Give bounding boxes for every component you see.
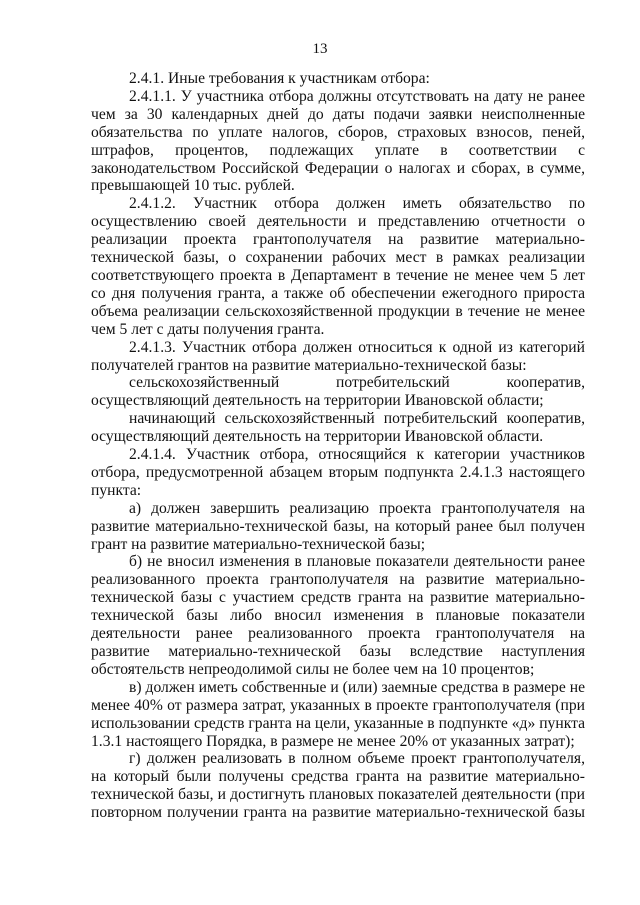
page-number: 13 xyxy=(312,41,328,57)
list-item-g: г) должен реализовать в полном объеме проект грантополучателя, на который были получены средства гранта на развитие материально-технической базы, и достигнуть плановых показателей деятельности (при повторном получении гранта на развитие материально-технической базы xyxy=(91,750,585,822)
paragraph-2-4-1-4: 2.4.1.4. Участник отбора, относящийся к категории участников отбора, предусмотренной абзацем вторым подпункта 2.4.1.3 настоящего пункта: xyxy=(91,446,585,499)
document-body xyxy=(91,70,585,822)
list-item-v: в) должен иметь собственные и (или) заемные средства в размере не менее 40% от размера затрат, указанных в проекте грантополучателя (при использовании средств гранта на цели, указанные в подпункте «д» пункта 1.3.1 настоящего Порядка, в размере не менее 20% от указанных затрат); xyxy=(91,678,585,750)
category-cooperative: сельскохозяйственный потребительский кооператив, осуществляющий деятельность на территории Ивановской области; xyxy=(91,374,585,410)
category-new-cooperative: начинающий сельскохозяйственный потребительский кооператив, осуществляющий деятельность на территории Ивановской области. xyxy=(91,410,585,446)
list-item-a: а) должен завершить реализацию проекта грантополучателя на развитие материально-технической базы, на который ранее был получен грант на развитие материально-технической базы; xyxy=(91,499,585,553)
paragraph-2-4-1-1: 2.4.1.1. У участника отбора должны отсутствовать на дату не ранее чем за 30 календарных дней до даты подачи заявки неисполненные обязательства по уплате налогов, сборов, страховых взносов, пеней, штрафов, процентов, подлежащих уплате в соответствии с законодательством Российской Федерации о налогах и сборах, в сумме, превышающей 10 тыс. рублей. xyxy=(91,87,585,195)
paragraph-2-4-1-2: 2.4.1.2. Участник отбора должен иметь обязательство по осуществлению своей деятельности и представлению отчетности о реализации проекта грантополучателя на развитие материально-технической базы, о сохранении рабочих мест в рамках реализации соответствующего проекта в Департамент в течение не менее чем 5 лет со дня получения гранта, а также об обеспечении ежегодного прироста объема реализации сельскохозяйственной продукции в течение не менее чем 5 лет с даты получения гранта. xyxy=(91,195,585,338)
paragraph-2-4-1-3: 2.4.1.3. Участник отбора должен относиться к одной из категорий получателей грантов на развитие материально-технической базы: xyxy=(91,338,585,374)
paragraph-2-4-1: 2.4.1. Иные требования к участникам отбора: xyxy=(129,70,430,87)
list-item-b: б) не вносил изменения в плановые показатели деятельности ранее реализованного проекта грантополучателя на развитие материально-технической базы с участием средств гранта на развитие материально-технической базы либо вносил изменения в плановые показатели деятельности ранее реализованного проекта грантополучателя на развитие материально-технической базы вследствие наступления обстоятельств непреодолимой силы не более чем на 10 процентов; xyxy=(91,553,585,678)
